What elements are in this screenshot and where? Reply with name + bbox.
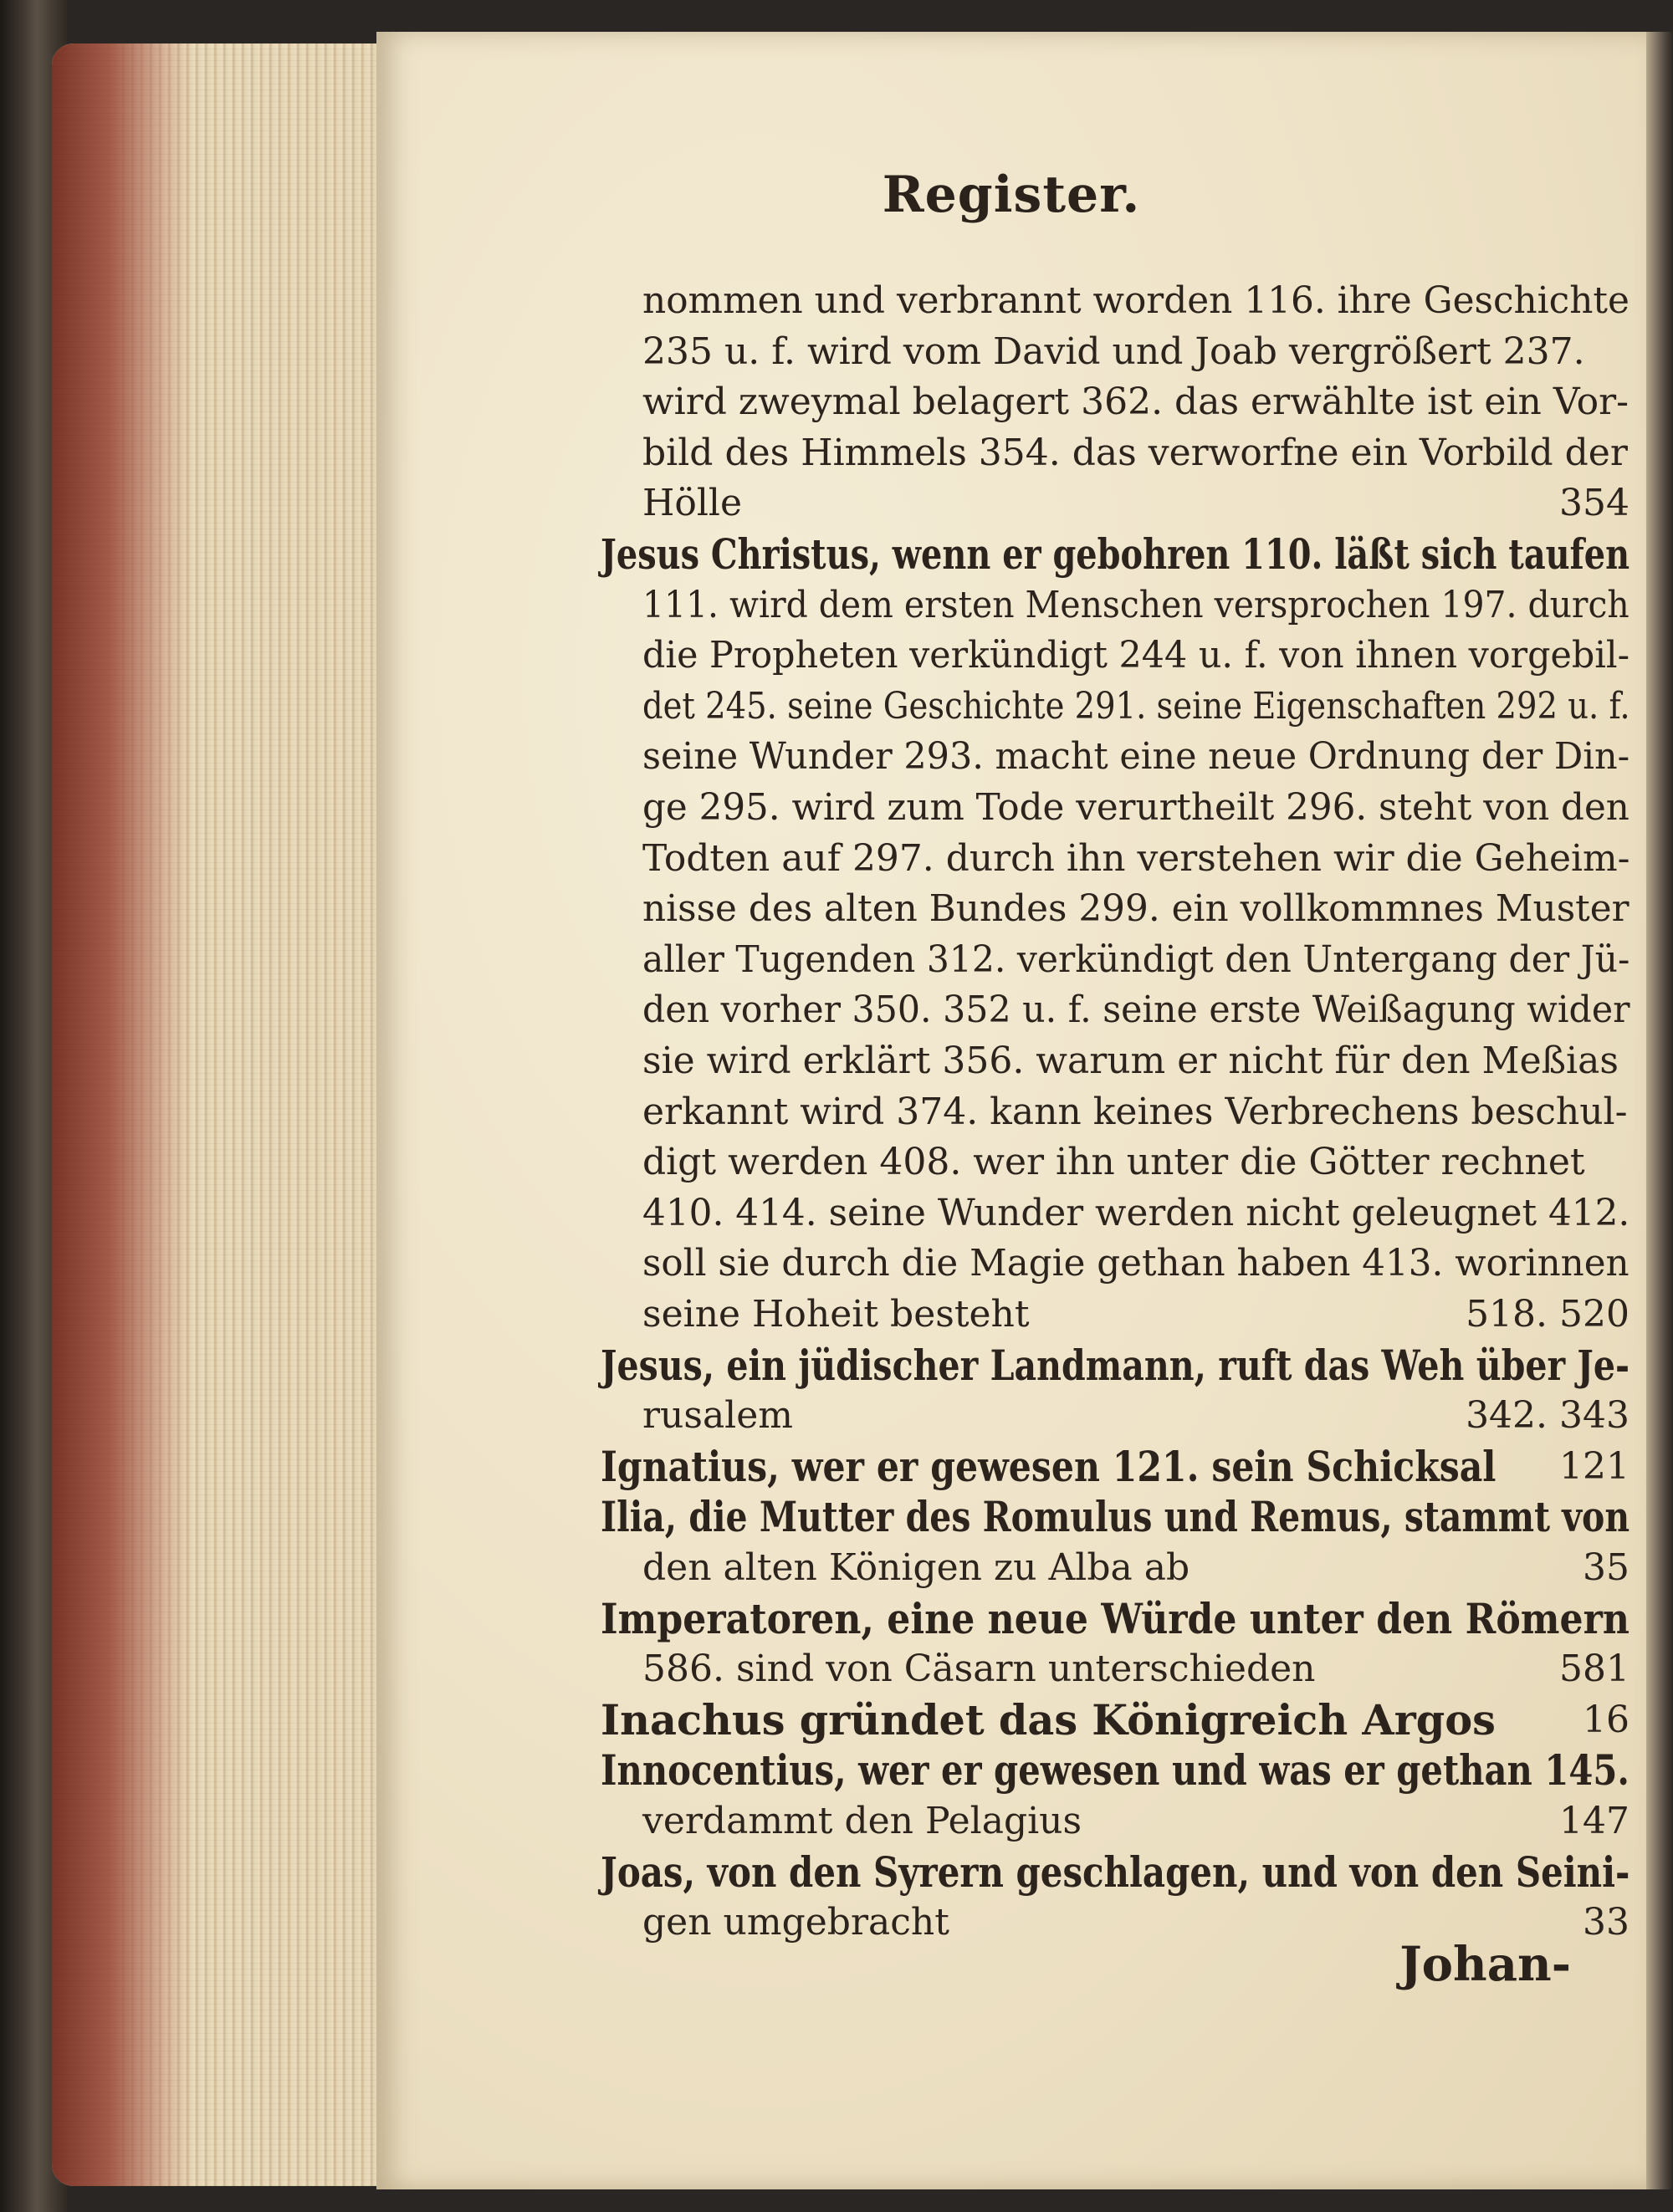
- entry-text: 235 u. f. wird vom David und Joab vergrößert 237.: [642, 330, 1585, 373]
- index-entry-line: [601, 529, 1630, 580]
- index-entry-line: [601, 1442, 1630, 1492]
- page-gutter-shadow: [1646, 32, 1673, 2189]
- entry-text: Ilia, die Mutter des Romulus und Remus, stammt von: [601, 1492, 1630, 1542]
- entry-text: 410. 414. seine Wunder werden nicht geleugnet 412.: [642, 1191, 1630, 1234]
- index-continuation-line: [642, 1239, 1630, 1289]
- entry-page-number: 33: [1583, 1901, 1630, 1944]
- entry-page-number: 35: [1583, 1546, 1630, 1589]
- entry-text: Joas, von den Syrern geschlagen, und von den Seini-: [601, 1847, 1630, 1897]
- index-continuation-line: [642, 327, 1630, 377]
- entry-page-number: 16: [1583, 1698, 1630, 1741]
- entry-text: rusalem: [642, 1394, 794, 1438]
- entry-text: wird zweymal belagert 362. das erwählte ist ein Vor-: [642, 381, 1629, 424]
- entry-text: den alten Königen zu Alba ab: [642, 1546, 1190, 1589]
- entry-page-number: 342. 343: [1466, 1394, 1630, 1438]
- index-continuation-line: [642, 1087, 1630, 1137]
- entry-text: ge 295. wird zum Tode verurtheilt 296. steht von den: [642, 786, 1630, 829]
- entry-text: verdammt den Pelagius: [642, 1800, 1082, 1842]
- entry-text: Innocentius, wer er gewesen und was er gethan 145.: [601, 1745, 1630, 1796]
- entry-text: Jesus Christus, wenn er gebohren 110. läßt sich taufen: [601, 529, 1630, 579]
- index-continuation-line: [642, 732, 1630, 782]
- entry-text: seine Hoheit besteht: [642, 1293, 1030, 1336]
- index-continuation-line: [642, 276, 1630, 326]
- index-continuation-line: [642, 935, 1630, 985]
- index-continuation-line: [642, 1137, 1630, 1188]
- index-continuation-line: [642, 377, 1630, 427]
- entry-text: det 245. seine Geschichte 291. seine Eigenschaften 292 u. f.: [642, 684, 1630, 728]
- index-continuation-line: [642, 1644, 1630, 1694]
- index-entry-line: [601, 1745, 1630, 1796]
- entry-text: Jesus, ein jüdischer Landmann, ruft das Weh über Je-: [601, 1340, 1630, 1390]
- entry-text: Imperatoren, eine neue Würde unter den Römern: [601, 1593, 1630, 1643]
- index-continuation-line: [642, 1036, 1630, 1086]
- index-entry-line: [601, 1594, 1630, 1644]
- entry-page-number: 354: [1559, 482, 1630, 525]
- index-continuation-line: [642, 682, 1630, 732]
- catchword: Johan-: [1399, 1937, 1571, 1992]
- entry-text: die Propheten verkündigt 244 u. f. von ihnen vorgebil-: [642, 634, 1630, 677]
- entry-text: aller Tugenden 312. verkündigt den Untergang der Jü-: [642, 937, 1630, 981]
- entry-text: bild des Himmels 354. das verworfne ein Vorbild der: [642, 431, 1628, 474]
- entry-page-number: 518. 520: [1466, 1293, 1630, 1336]
- entry-text: sie wird erklärt 356. warum er nicht für den Meßias: [642, 1040, 1619, 1082]
- index-continuation-line: [642, 985, 1630, 1035]
- entry-text: 586. sind von Cäsarn unterschieden: [642, 1648, 1316, 1691]
- entry-text: nommen und verbrannt worden 116. ihre Geschichte: [642, 279, 1630, 322]
- index-entry-line: [601, 1492, 1630, 1542]
- index-continuation-line: [642, 1543, 1630, 1593]
- index-continuation-line: [642, 1391, 1630, 1441]
- entry-text: Inachus gründet das Königreich Argos: [601, 1694, 1496, 1745]
- entry-text: Hölle: [642, 482, 743, 525]
- index-continuation-line: [642, 834, 1630, 884]
- page-header: Register.: [882, 166, 1141, 224]
- entry-text: Ignatius, wer er gewesen 121. sein Schicksal: [601, 1441, 1496, 1491]
- entry-text: gen umgebracht: [642, 1901, 949, 1944]
- entry-page-number: 581: [1559, 1648, 1630, 1691]
- index-continuation-line: [642, 478, 1630, 529]
- index-continuation-line: [642, 1290, 1630, 1340]
- entry-text: soll sie durch die Magie gethan haben 413. worinnen: [642, 1242, 1630, 1285]
- index-continuation-line: [642, 1188, 1630, 1239]
- index-continuation-line: [642, 884, 1630, 934]
- entry-text: Todten auf 297. durch ihn verstehen wir die Geheim-: [642, 836, 1630, 880]
- entry-text: nisse des alten Bundes 299. ein vollkommnes Muster: [642, 887, 1630, 931]
- page-edges: [52, 43, 378, 2186]
- index-continuation-line: [642, 1796, 1630, 1847]
- entry-text: erkannt wird 374. kann keines Verbrechens beschul-: [642, 1090, 1628, 1133]
- index-entry-line: [601, 1341, 1630, 1391]
- index-entry-line: [601, 1695, 1630, 1745]
- entry-text: 111. wird dem ersten Menschen versprochen 197. durch: [642, 583, 1630, 626]
- entry-page-number: 121: [1559, 1444, 1630, 1488]
- index-continuation-line: [642, 580, 1630, 631]
- entry-page-number: 147: [1559, 1800, 1630, 1842]
- register-entries: [376, 32, 1646, 2189]
- index-continuation-line: [642, 783, 1630, 833]
- entry-text: seine Wunder 293. macht eine neue Ordnung der Din-: [642, 735, 1630, 779]
- entry-text: den vorher 350. 352 u. f. seine erste Weißagung wider: [642, 989, 1630, 1032]
- index-entry-line: [601, 1847, 1630, 1898]
- index-continuation-line: [642, 631, 1630, 681]
- index-continuation-line: [642, 428, 1630, 478]
- entry-text: digt werden 408. wer ihn unter die Götter rechnet: [642, 1141, 1585, 1184]
- book-page: [376, 32, 1646, 2189]
